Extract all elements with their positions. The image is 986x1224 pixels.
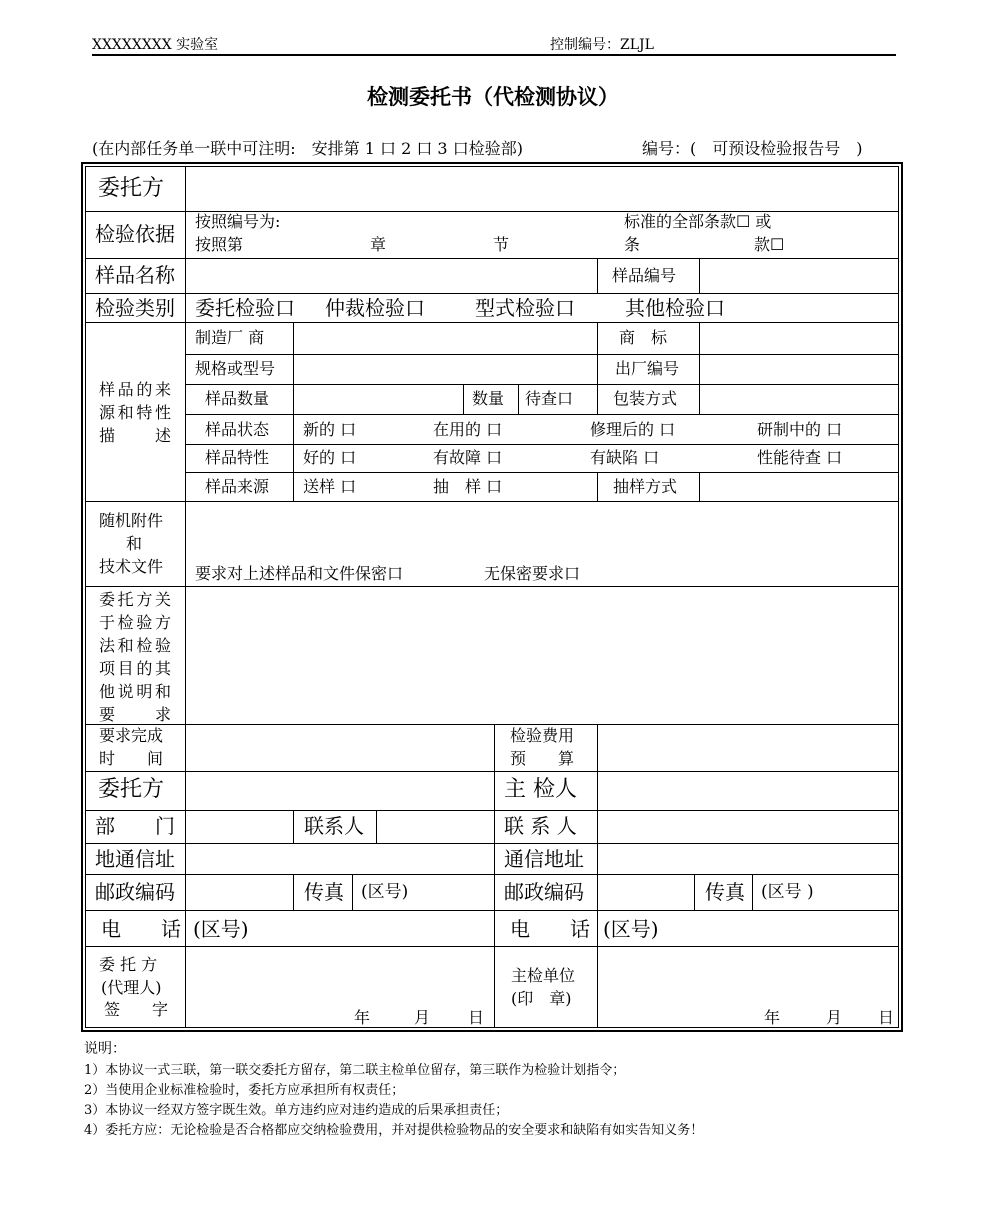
address-label-left: 地通信址 xyxy=(95,847,175,871)
sample-name-input[interactable] xyxy=(190,261,592,291)
note-2: 2）当使用企业标准检验时，委托方应承担所有权责任； xyxy=(84,1083,405,1098)
qty-label: 样品数量 xyxy=(205,389,270,408)
sign-client-label-3: 签 字 xyxy=(104,1000,169,1019)
source-sampled-checkbox[interactable]: 抽 样 口 xyxy=(433,477,503,496)
manufacturer-input[interactable] xyxy=(297,325,593,352)
basis-chapter: 章 xyxy=(370,235,387,254)
address-input-left[interactable] xyxy=(190,846,490,872)
inspection-type-label: 检验类别 xyxy=(95,296,175,320)
sign-client-label-2: (代理人) xyxy=(101,978,162,997)
qty-pending-checkbox[interactable]: 待查口 xyxy=(525,389,574,408)
client-label: 委托方 xyxy=(98,176,165,201)
state-label: 样品状态 xyxy=(205,420,270,439)
type-option-arbitration[interactable]: 仲裁检验口 xyxy=(325,296,425,320)
no-secret-checkbox[interactable]: 无保密要求口 xyxy=(484,564,581,583)
report-number: 编号：( 可预设检验报告号 ) xyxy=(642,139,863,158)
character-label: 样品特性 xyxy=(205,448,270,467)
main-inspector-label: 主 检人 xyxy=(504,777,577,802)
fee-label-2: 预 算 xyxy=(510,749,575,768)
basis-line2: 按照第 xyxy=(195,235,244,254)
fax-area-left[interactable]: (区号) xyxy=(361,882,409,902)
character-fault-checkbox[interactable]: 有故障 口 xyxy=(433,448,503,467)
character-good-checkbox[interactable]: 好的 口 xyxy=(303,448,357,467)
address-input-right[interactable] xyxy=(601,846,895,872)
postcode-label-right: 邮政编码 xyxy=(504,880,584,904)
note-3: 3）本协议一经双方签字既生效。单方违约应对违约造成的后果承担责任； xyxy=(84,1103,509,1118)
accessories-label-3: 技术文件 xyxy=(99,557,164,576)
fax-label-left: 传真 xyxy=(304,880,344,904)
client-sign-year: 年 xyxy=(354,1008,371,1027)
model-input[interactable] xyxy=(297,357,593,382)
internal-note: (在内部任务单一联中可注明: 安排第 1 口 2 口 3 口检验部) xyxy=(92,139,523,158)
sample-no-label: 样品编号 xyxy=(612,266,677,285)
remarks-input[interactable] xyxy=(190,590,895,720)
client-input[interactable] xyxy=(190,170,895,208)
packing-label: 包装方式 xyxy=(613,389,678,408)
contact-input-left[interactable] xyxy=(380,813,490,841)
postcode-input-right[interactable] xyxy=(601,877,690,907)
fee-input[interactable] xyxy=(601,728,895,768)
header-rule xyxy=(92,54,896,56)
trademark-label: 商 标 xyxy=(619,328,668,347)
client-signature-area[interactable] xyxy=(190,950,490,1005)
main-sign-day: 日 xyxy=(878,1008,895,1027)
note-1: 1）本协议一式三联，第一联交委托方留存，第二联主检单位留存，第三联作为检验计划指令； xyxy=(84,1063,626,1078)
client-sign-month: 月 xyxy=(414,1008,431,1027)
dept-label: 部 门 xyxy=(95,814,175,838)
state-repaired-checkbox[interactable]: 修理后的 口 xyxy=(590,420,676,439)
contact-label-right: 联 系 人 xyxy=(504,814,577,838)
state-new-checkbox[interactable]: 新的 口 xyxy=(303,420,357,439)
fee-label-1: 检验费用 xyxy=(510,726,575,745)
phone-area-left[interactable]: (区号) xyxy=(193,917,249,941)
main-sign-month: 月 xyxy=(826,1008,843,1027)
dept-input[interactable] xyxy=(190,813,289,841)
basis-std-all[interactable]: 标准的全部条款☐ 或 xyxy=(624,212,772,231)
accessories-label-2: 和 xyxy=(126,534,143,553)
state-developing-checkbox[interactable]: 研制中的 口 xyxy=(757,420,843,439)
postcode-label-left: 邮政编码 xyxy=(95,880,175,904)
basis-label: 检验依据 xyxy=(95,222,175,246)
phone-area-right[interactable]: (区号) xyxy=(603,917,659,941)
accessories-input[interactable] xyxy=(190,505,895,560)
type-option-entrusted[interactable]: 委托检验口 xyxy=(195,296,295,320)
source-label: 样品来源 xyxy=(205,477,270,496)
fax-label-right: 传真 xyxy=(705,880,745,904)
state-in-use-checkbox[interactable]: 在用的 口 xyxy=(433,420,503,439)
address-label-right: 通信地址 xyxy=(504,847,584,871)
sampling-method-label: 抽样方式 xyxy=(613,477,678,496)
deadline-label-2: 时 间 xyxy=(99,749,164,768)
phone-label-right: 电 话 xyxy=(510,917,590,941)
model-label: 规格或型号 xyxy=(195,359,276,378)
remarks-label: 委托方关于检验方法和检验项目的其他说明和要 求 xyxy=(99,590,171,724)
sampling-method-input[interactable] xyxy=(703,475,895,499)
factory-no-label: 出厂编号 xyxy=(615,359,680,378)
contact-input-right[interactable] xyxy=(601,813,895,841)
sign-main-label-1: 主检单位 xyxy=(511,966,576,985)
packing-input[interactable] xyxy=(703,387,895,412)
accessories-label-1: 随机附件 xyxy=(99,511,164,530)
basis-section: 节 xyxy=(493,235,510,254)
notes-title: 说明： xyxy=(84,1041,126,1057)
basis-line1: 按照编号为: xyxy=(195,212,281,231)
postcode-input-left[interactable] xyxy=(190,877,289,907)
client-sign-day: 日 xyxy=(468,1008,485,1027)
factory-no-input[interactable] xyxy=(703,357,895,382)
type-option-other[interactable]: 其他检验口 xyxy=(625,296,725,320)
sample-no-input[interactable] xyxy=(703,261,895,291)
source-delivered-checkbox[interactable]: 送样 口 xyxy=(303,477,357,496)
sample-name-label: 样品名称 xyxy=(95,263,175,287)
sign-main-label-2: (印 章) xyxy=(511,989,572,1008)
page-title: 检测委托书（代检测协议） xyxy=(367,84,619,109)
control-number: 控制编号：ZLJL xyxy=(550,37,654,53)
main-sign-year: 年 xyxy=(764,1008,781,1027)
deadline-input[interactable] xyxy=(190,728,490,768)
qty-input[interactable] xyxy=(297,387,459,412)
lab-name: XXXXXXXX 实验室 xyxy=(92,37,219,53)
character-defect-checkbox[interactable]: 有缺陷 口 xyxy=(590,448,660,467)
main-unit-seal-area[interactable] xyxy=(601,950,895,1005)
phone-label-left: 电 话 xyxy=(101,917,181,941)
sign-client-label-1: 委 托 方 xyxy=(99,955,158,974)
fax-area-right[interactable]: (区号 ) xyxy=(761,882,814,902)
basis-clause[interactable]: 款☐ xyxy=(754,235,785,254)
client-party-label: 委托方 xyxy=(98,777,165,802)
type-option-type-test[interactable]: 型式检验口 xyxy=(475,296,575,320)
confidential-checkbox[interactable]: 要求对上述样品和文件保密口 xyxy=(195,564,404,583)
deadline-label-1: 要求完成 xyxy=(99,726,164,745)
basis-article: 条 xyxy=(624,235,641,254)
qty-short-label: 数量 xyxy=(472,389,505,408)
contact-label-left: 联系人 xyxy=(304,814,364,838)
trademark-input[interactable] xyxy=(703,325,895,352)
origin-label: 样品的来源和特性描述 xyxy=(99,380,171,445)
character-pending-checkbox[interactable]: 性能待查 口 xyxy=(757,448,843,467)
note-4: 4）委托方应：无论检验是否合格都应交纳检验费用，并对提供检验物品的安全要求和缺陷有如实告知义务！ xyxy=(84,1123,704,1138)
manufacturer-label: 制造厂 商 xyxy=(195,328,265,347)
